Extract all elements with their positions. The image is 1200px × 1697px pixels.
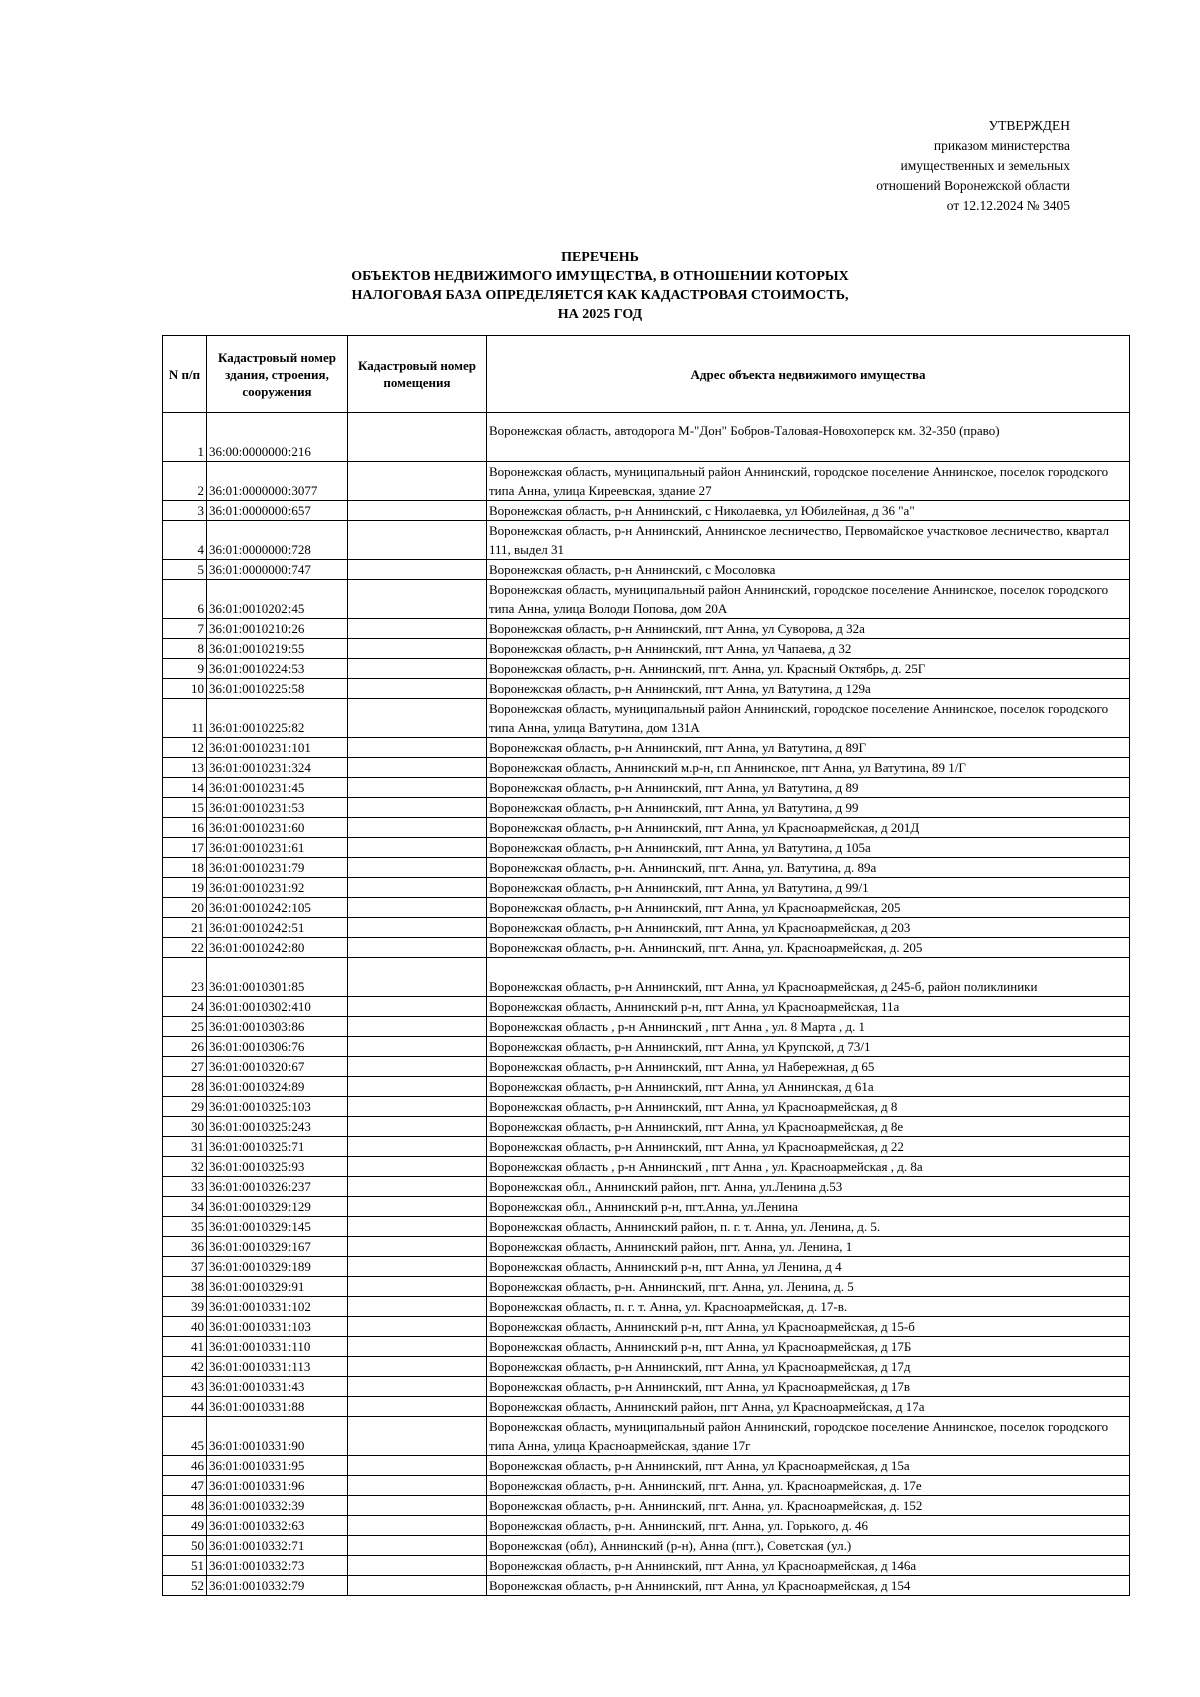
object-address: Воронежская (обл), Аннинский (р-н), Анна (пгт.), Советская (ул.) [487, 1536, 1130, 1556]
building-cadastral-number: 36:01:0010242:105 [207, 898, 348, 918]
object-address: Воронежская область, р-н Аннинский, пгт Анна, ул Красноармейская, д 154 [487, 1576, 1130, 1596]
building-cadastral-number: 36:01:0010231:79 [207, 858, 348, 878]
table-row [163, 1037, 1130, 1057]
building-cadastral-number: 36:01:0010331:90 [207, 1417, 348, 1456]
building-cadastral-number: 36:01:0010231:53 [207, 798, 348, 818]
room-cadastral-number [348, 798, 487, 818]
table-row [163, 997, 1130, 1017]
room-cadastral-number [348, 1397, 487, 1417]
room-cadastral-number [348, 1177, 487, 1197]
row-number: 22 [163, 938, 207, 958]
room-cadastral-number [348, 1516, 487, 1536]
row-number: 48 [163, 1496, 207, 1516]
document-title [0, 248, 1200, 324]
table-row [163, 1017, 1130, 1037]
object-address: Воронежская область, Аннинский район, пгт. Анна, ул. Ленина, 1 [487, 1237, 1130, 1257]
room-cadastral-number [348, 1197, 487, 1217]
room-cadastral-number [348, 818, 487, 838]
room-cadastral-number [348, 580, 487, 619]
row-number: 25 [163, 1017, 207, 1037]
row-number: 26 [163, 1037, 207, 1057]
building-cadastral-number: 36:01:0010231:92 [207, 878, 348, 898]
row-number: 29 [163, 1097, 207, 1117]
table-row [163, 1536, 1130, 1556]
table-row [163, 798, 1130, 818]
table-row [163, 918, 1130, 938]
object-address: Воронежская область, р-н Аннинский, пгт Анна, ул Красноармейская, д 15а [487, 1456, 1130, 1476]
building-cadastral-number: 36:01:0010331:43 [207, 1377, 348, 1397]
object-address: Воронежская область, муниципальный район Аннинский, городское поселение Аннинское, поселок городского типа Анна, улица Володи Попова, дом 20А [487, 580, 1130, 619]
building-cadastral-number: 36:01:0010331:88 [207, 1397, 348, 1417]
row-number: 6 [163, 580, 207, 619]
room-cadastral-number [348, 1257, 487, 1277]
table-row [163, 413, 1130, 462]
room-cadastral-number [348, 521, 487, 560]
room-cadastral-number [348, 1556, 487, 1576]
table-row [163, 1556, 1130, 1576]
row-number: 38 [163, 1277, 207, 1297]
building-cadastral-number: 36:01:0010306:76 [207, 1037, 348, 1057]
table-row [163, 699, 1130, 738]
room-cadastral-number [348, 1057, 487, 1077]
building-cadastral-number: 36:01:0010331:96 [207, 1476, 348, 1496]
building-cadastral-number: 36:01:0010225:82 [207, 699, 348, 738]
room-cadastral-number [348, 898, 487, 918]
object-address: Воронежская область, Аннинский р-н, пгт Анна, ул Красноармейская, 11а [487, 997, 1130, 1017]
object-address: Воронежская область, р-н Аннинский, пгт Анна, ул Красноармейская, д 22 [487, 1137, 1130, 1157]
room-cadastral-number [348, 1476, 487, 1496]
building-cadastral-number: 36:01:0010332:73 [207, 1556, 348, 1576]
object-address: Воронежская область, Аннинский р-н, пгт Анна, ул Красноармейская, д 17Б [487, 1337, 1130, 1357]
room-cadastral-number [348, 1536, 487, 1556]
row-number: 5 [163, 560, 207, 580]
building-cadastral-number: 36:01:0010320:67 [207, 1057, 348, 1077]
building-cadastral-number: 36:01:0010303:86 [207, 1017, 348, 1037]
building-cadastral-number: 36:01:0010231:101 [207, 738, 348, 758]
room-cadastral-number [348, 958, 487, 997]
header-number: N п/п [163, 336, 207, 413]
table-row [163, 1177, 1130, 1197]
building-cadastral-number: 36:01:0010332:39 [207, 1496, 348, 1516]
room-cadastral-number [348, 1456, 487, 1476]
row-number: 8 [163, 639, 207, 659]
room-cadastral-number [348, 1337, 487, 1357]
room-cadastral-number [348, 1237, 487, 1257]
title-line: НАЛОГОВАЯ БАЗА ОПРЕДЕЛЯЕТСЯ КАК КАДАСТРОВАЯ СТОИМОСТЬ, [351, 288, 849, 303]
row-number: 12 [163, 738, 207, 758]
row-number: 18 [163, 858, 207, 878]
object-address: Воронежская обл., Аннинский р-н, пгт.Анна, ул.Ленина [487, 1197, 1130, 1217]
building-cadastral-number: 36:01:0010231:45 [207, 778, 348, 798]
row-number: 14 [163, 778, 207, 798]
title-line: ПЕРЕЧЕНЬ [561, 250, 639, 265]
room-cadastral-number [348, 1417, 487, 1456]
table-row [163, 738, 1130, 758]
object-address: Воронежская область, р-н Аннинский, пгт Анна, ул Ватутина, д 89 [487, 778, 1130, 798]
room-cadastral-number [348, 639, 487, 659]
row-number: 41 [163, 1337, 207, 1357]
object-address: Воронежская область , р-н Аннинский , пгт Анна , ул. 8 Марта , д. 1 [487, 1017, 1130, 1037]
object-address: Воронежская область, р-н Аннинский, пгт Анна, ул Чапаева, д 32 [487, 639, 1130, 659]
building-cadastral-number: 36:01:0010329:129 [207, 1197, 348, 1217]
title-line: ОБЪЕКТОВ НЕДВИЖИМОГО ИМУЩЕСТВА, В ОТНОШЕНИИ КОТОРЫХ [351, 269, 849, 284]
table-header-row [163, 336, 1130, 413]
object-address: Воронежская область, р-н. Аннинский, пгт. Анна, ул. Красноармейская, д. 17е [487, 1476, 1130, 1496]
object-address: Воронежская область, р-н Аннинский, Аннинское лесничество, Первомайское участковое лесничество, квартал 111, выдел 31 [487, 521, 1130, 560]
table-row [163, 1237, 1130, 1257]
table-row [163, 501, 1130, 521]
table-row [163, 1317, 1130, 1337]
room-cadastral-number [348, 619, 487, 639]
room-cadastral-number [348, 738, 487, 758]
object-address: Воронежская область, Аннинский р-н, пгт Анна, ул Ленина, д 4 [487, 1257, 1130, 1277]
table-row [163, 858, 1130, 878]
row-number: 34 [163, 1197, 207, 1217]
table-row [163, 1337, 1130, 1357]
building-cadastral-number: 36:01:0010231:61 [207, 838, 348, 858]
room-cadastral-number [348, 1496, 487, 1516]
room-cadastral-number [348, 1277, 487, 1297]
table-row [163, 580, 1130, 619]
building-cadastral-number: 36:01:0010325:243 [207, 1117, 348, 1137]
building-cadastral-number: 36:01:0010331:113 [207, 1357, 348, 1377]
building-cadastral-number: 36:01:0010219:55 [207, 639, 348, 659]
table-row [163, 758, 1130, 778]
approval-line: отношений Воронежской области [876, 178, 1070, 193]
row-number: 47 [163, 1476, 207, 1496]
object-address: Воронежская область, р-н. Аннинский, пгт. Анна, ул. Ленина, д. 5 [487, 1277, 1130, 1297]
row-number: 1 [163, 413, 207, 462]
row-number: 7 [163, 619, 207, 639]
room-cadastral-number [348, 758, 487, 778]
building-cadastral-number: 36:01:0010331:110 [207, 1337, 348, 1357]
object-address: Воронежская область, р-н Аннинский, пгт Анна, ул Набережная, д 65 [487, 1057, 1130, 1077]
object-address: Воронежская область , р-н Аннинский , пгт Анна , ул. Красноармейская , д. 8а [487, 1157, 1130, 1177]
row-number: 16 [163, 818, 207, 838]
row-number: 17 [163, 838, 207, 858]
object-address: Воронежская область, муниципальный район Аннинский, городское поселение Аннинское, поселок городского типа Анна, улица Красноармейская, здание 17г [487, 1417, 1130, 1456]
row-number: 10 [163, 679, 207, 699]
table-row [163, 679, 1130, 699]
room-cadastral-number [348, 938, 487, 958]
approval-line: имущественных и земельных [900, 158, 1070, 173]
table-row [163, 1576, 1130, 1596]
table-row [163, 1357, 1130, 1377]
building-cadastral-number: 36:01:0010326:237 [207, 1177, 348, 1197]
building-cadastral-number: 36:01:0010329:189 [207, 1257, 348, 1277]
table-row [163, 1057, 1130, 1077]
table-row [163, 560, 1130, 580]
room-cadastral-number [348, 878, 487, 898]
object-address: Воронежская область, р-н Аннинский, пгт Анна, ул Ватутина, д 99/1 [487, 878, 1130, 898]
building-cadastral-number: 36:01:0010329:145 [207, 1217, 348, 1237]
row-number: 24 [163, 997, 207, 1017]
table-row [163, 838, 1130, 858]
row-number: 23 [163, 958, 207, 997]
row-number: 43 [163, 1377, 207, 1397]
room-cadastral-number [348, 858, 487, 878]
room-cadastral-number [348, 918, 487, 938]
building-cadastral-number: 36:01:0010331:95 [207, 1456, 348, 1476]
room-cadastral-number [348, 997, 487, 1017]
object-address: Воронежская область, р-н Аннинский, пгт Анна, ул Красноармейская, д 17д [487, 1357, 1130, 1377]
building-cadastral-number: 36:01:0000000:728 [207, 521, 348, 560]
building-cadastral-number: 36:01:0000000:747 [207, 560, 348, 580]
object-address: Воронежская область, р-н Аннинский, с Мосоловка [487, 560, 1130, 580]
row-number: 42 [163, 1357, 207, 1377]
object-address: Воронежская область, Аннинский р-н, пгт Анна, ул Красноармейская, д 15-б [487, 1317, 1130, 1337]
building-cadastral-number: 36:01:0010332:71 [207, 1536, 348, 1556]
table-row [163, 1097, 1130, 1117]
row-number: 49 [163, 1516, 207, 1536]
room-cadastral-number [348, 679, 487, 699]
row-number: 44 [163, 1397, 207, 1417]
object-address: Воронежская область, р-н Аннинский, пгт Анна, ул Красноармейская, д 8е [487, 1117, 1130, 1137]
object-address: Воронежская область, р-н Аннинский, пгт Анна, ул Ватутина, д 129а [487, 679, 1130, 699]
building-cadastral-number: 36:01:0010329:91 [207, 1277, 348, 1297]
object-address: Воронежская область, автодорога М-"Дон" Бобров-Таловая-Новохоперск км. 32-350 (право) [487, 413, 1130, 462]
building-cadastral-number: 36:01:0010210:26 [207, 619, 348, 639]
object-address: Воронежская область, р-н. Аннинский, пгт. Анна, ул. Красный Октябрь, д. 25Г [487, 659, 1130, 679]
room-cadastral-number [348, 1077, 487, 1097]
building-cadastral-number: 36:01:0010329:167 [207, 1237, 348, 1257]
table-row [163, 521, 1130, 560]
building-cadastral-number: 36:01:0010202:45 [207, 580, 348, 619]
building-cadastral-number: 36:01:0010224:53 [207, 659, 348, 679]
room-cadastral-number [348, 659, 487, 679]
object-address: Воронежская область, р-н Аннинский, пгт Анна, ул Ватутина, д 99 [487, 798, 1130, 818]
building-cadastral-number: 36:01:0010231:324 [207, 758, 348, 778]
object-address: Воронежская область, р-н Аннинский, пгт Анна, ул Красноармейская, д 201Д [487, 818, 1130, 838]
building-cadastral-number: 36:01:0010332:79 [207, 1576, 348, 1596]
object-address: Воронежская область, р-н Аннинский, пгт Анна, ул Красноармейская, д 146а [487, 1556, 1130, 1576]
object-address: Воронежская область, р-н Аннинский, пгт Анна, ул Суворова, д 32а [487, 619, 1130, 639]
header-address: Адрес объекта недвижимого имущества [487, 336, 1130, 413]
room-cadastral-number [348, 1117, 487, 1137]
object-address: Воронежская область, р-н Аннинский, с Николаевка, ул Юбилейная, д 36 "а" [487, 501, 1130, 521]
table-row [163, 938, 1130, 958]
table-row [163, 878, 1130, 898]
building-cadastral-number: 36:01:0010332:63 [207, 1516, 348, 1536]
table-row [163, 1496, 1130, 1516]
building-cadastral-number: 36:01:0010331:102 [207, 1297, 348, 1317]
row-number: 27 [163, 1057, 207, 1077]
object-address: Воронежская область, Аннинский район, п. г. т. Анна, ул. Ленина, д. 5. [487, 1217, 1130, 1237]
object-address: Воронежская область, р-н Аннинский, пгт Анна, ул Красноармейская, д 17в [487, 1377, 1130, 1397]
table-row [163, 1077, 1130, 1097]
object-address: Воронежская область, р-н Аннинский, пгт Анна, ул Красноармейская, 205 [487, 898, 1130, 918]
title-line: НА 2025 ГОД [557, 307, 643, 322]
object-address: Воронежская область, муниципальный район Аннинский, городское поселение Аннинское, поселок городского типа Анна, улица Киреевская, здание 27 [487, 462, 1130, 501]
row-number: 35 [163, 1217, 207, 1237]
table-row [163, 818, 1130, 838]
approval-block [876, 116, 1070, 216]
object-address: Воронежская область, р-н Аннинский, пгт Анна, ул Ватутина, д 89Г [487, 738, 1130, 758]
table-row [163, 659, 1130, 679]
row-number: 45 [163, 1417, 207, 1456]
approval-line: УТВЕРЖДЕН [988, 118, 1070, 133]
row-number: 51 [163, 1556, 207, 1576]
building-cadastral-number: 36:01:0010301:85 [207, 958, 348, 997]
table-row [163, 1516, 1130, 1536]
object-address: Воронежская область, р-н Аннинский, пгт Анна, ул Красноармейская, д 245-б, район поликлиники [487, 958, 1130, 997]
object-address: Воронежская область, п. г. т. Анна, ул. Красноармейская, д. 17-в. [487, 1297, 1130, 1317]
row-number: 20 [163, 898, 207, 918]
room-cadastral-number [348, 1137, 487, 1157]
room-cadastral-number [348, 778, 487, 798]
row-number: 3 [163, 501, 207, 521]
object-address: Воронежская область, муниципальный район Аннинский, городское поселение Аннинское, поселок городского типа Анна, улица Ватутина, дом 131А [487, 699, 1130, 738]
room-cadastral-number [348, 1317, 487, 1337]
table-row [163, 958, 1130, 997]
room-cadastral-number [348, 501, 487, 521]
building-cadastral-number: 36:01:0010302:410 [207, 997, 348, 1017]
building-cadastral-number: 36:01:0000000:3077 [207, 462, 348, 501]
room-cadastral-number [348, 560, 487, 580]
row-number: 28 [163, 1077, 207, 1097]
building-cadastral-number: 36:01:0010325:93 [207, 1157, 348, 1177]
room-cadastral-number [348, 838, 487, 858]
room-cadastral-number [348, 1217, 487, 1237]
object-address: Воронежская область, р-н Аннинский, пгт Анна, ул Ватутина, д 105а [487, 838, 1130, 858]
table-row [163, 1197, 1130, 1217]
row-number: 50 [163, 1536, 207, 1556]
table-row [163, 1476, 1130, 1496]
table-row [163, 1397, 1130, 1417]
object-address: Воронежская область, р-н. Аннинский, пгт. Анна, ул. Красноармейская, д. 152 [487, 1496, 1130, 1516]
property-table [162, 335, 1130, 1596]
header-room-cadastral: Кадастровый номер помещения [348, 336, 487, 413]
building-cadastral-number: 36:01:0010331:103 [207, 1317, 348, 1337]
row-number: 19 [163, 878, 207, 898]
table-row [163, 1297, 1130, 1317]
approval-line: приказом министерства [933, 138, 1070, 153]
room-cadastral-number [348, 462, 487, 501]
object-address: Воронежская область, р-н. Аннинский, пгт. Анна, ул. Красноармейская, д. 205 [487, 938, 1130, 958]
table-row [163, 1277, 1130, 1297]
building-cadastral-number: 36:01:0010231:60 [207, 818, 348, 838]
header-building-cadastral: Кадастровый номер здания, строения, сооружения [207, 336, 348, 413]
table-body [163, 413, 1130, 1596]
row-number: 31 [163, 1137, 207, 1157]
table-row [163, 619, 1130, 639]
row-number: 2 [163, 462, 207, 501]
row-number: 9 [163, 659, 207, 679]
building-cadastral-number: 36:01:0010325:71 [207, 1137, 348, 1157]
row-number: 15 [163, 798, 207, 818]
object-address: Воронежская область, р-н. Аннинский, пгт. Анна, ул. Горького, д. 46 [487, 1516, 1130, 1536]
object-address: Воронежская область, р-н Аннинский, пгт Анна, ул Красноармейская, д 8 [487, 1097, 1130, 1117]
building-cadastral-number: 36:01:0010242:80 [207, 938, 348, 958]
room-cadastral-number [348, 1157, 487, 1177]
building-cadastral-number: 36:01:0010242:51 [207, 918, 348, 938]
room-cadastral-number [348, 1097, 487, 1117]
room-cadastral-number [348, 1576, 487, 1596]
row-number: 11 [163, 699, 207, 738]
table-row [163, 639, 1130, 659]
row-number: 21 [163, 918, 207, 938]
room-cadastral-number [348, 1297, 487, 1317]
table-row [163, 1137, 1130, 1157]
table-row [163, 1217, 1130, 1237]
table-row [163, 462, 1130, 501]
room-cadastral-number [348, 1377, 487, 1397]
building-cadastral-number: 36:01:0000000:657 [207, 501, 348, 521]
object-address: Воронежская область, Аннинский район, пгт Анна, ул Красноармейская, д 17а [487, 1397, 1130, 1417]
row-number: 37 [163, 1257, 207, 1277]
table-row [163, 1157, 1130, 1177]
row-number: 39 [163, 1297, 207, 1317]
building-cadastral-number: 36:00:0000000:216 [207, 413, 348, 462]
object-address: Воронежская обл., Аннинский район, пгт. Анна, ул.Ленина д.53 [487, 1177, 1130, 1197]
building-cadastral-number: 36:01:0010325:103 [207, 1097, 348, 1117]
table-row [163, 1117, 1130, 1137]
table-row [163, 1257, 1130, 1277]
room-cadastral-number [348, 413, 487, 462]
object-address: Воронежская область, р-н Аннинский, пгт Анна, ул Крупской, д 73/1 [487, 1037, 1130, 1057]
row-number: 30 [163, 1117, 207, 1137]
object-address: Воронежская область, Аннинский м.р-н, г.п Аннинское, пгт Анна, ул Ватутина, 89 1/Г [487, 758, 1130, 778]
room-cadastral-number [348, 1037, 487, 1057]
object-address: Воронежская область, р-н Аннинский, пгт Анна, ул Красноармейская, д 203 [487, 918, 1130, 938]
object-address: Воронежская область, р-н Аннинский, пгт Анна, ул Аннинская, д 61а [487, 1077, 1130, 1097]
row-number: 4 [163, 521, 207, 560]
table-row [163, 1417, 1130, 1456]
table-row [163, 898, 1130, 918]
row-number: 13 [163, 758, 207, 778]
table-row [163, 778, 1130, 798]
row-number: 46 [163, 1456, 207, 1476]
room-cadastral-number [348, 1017, 487, 1037]
table-row [163, 1456, 1130, 1476]
row-number: 33 [163, 1177, 207, 1197]
object-address: Воронежская область, р-н. Аннинский, пгт. Анна, ул. Ватутина, д. 89а [487, 858, 1130, 878]
building-cadastral-number: 36:01:0010324:89 [207, 1077, 348, 1097]
room-cadastral-number [348, 1357, 487, 1377]
row-number: 52 [163, 1576, 207, 1596]
row-number: 32 [163, 1157, 207, 1177]
building-cadastral-number: 36:01:0010225:58 [207, 679, 348, 699]
table-row [163, 1377, 1130, 1397]
room-cadastral-number [348, 699, 487, 738]
row-number: 36 [163, 1237, 207, 1257]
row-number: 40 [163, 1317, 207, 1337]
approval-line: от 12.12.2024 № 3405 [946, 198, 1070, 213]
